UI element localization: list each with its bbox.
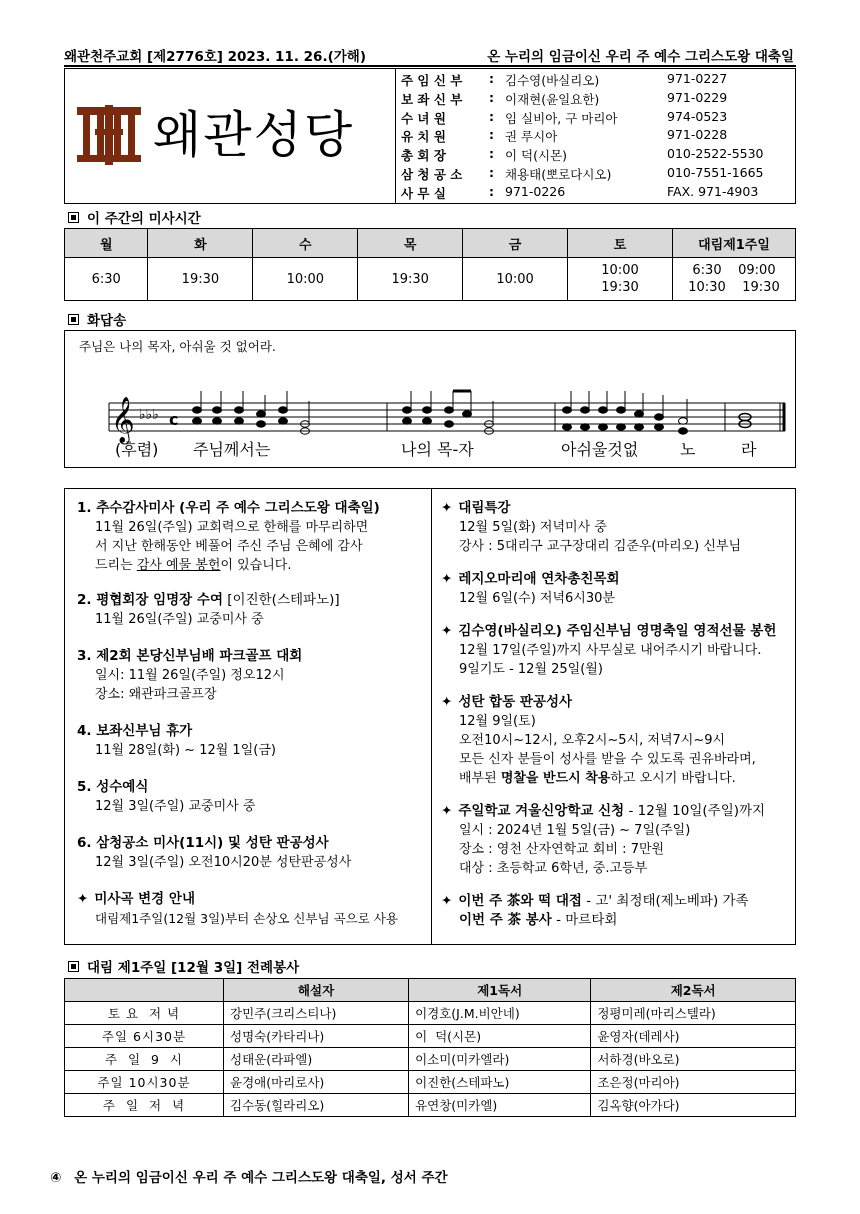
staff-role: 유 치 원 xyxy=(401,129,446,145)
notice-line: 일시: 11월 26일(주일) 정오12시 xyxy=(95,668,285,683)
notice-line: 11월 26일(주일) 교회력으로 한해를 마무리하면 xyxy=(95,520,369,535)
notice-title-extra: - 고' 최정태(제노베파) 가족 xyxy=(581,893,749,909)
notice-title-extra: [이진한(스테파노)] xyxy=(223,592,340,608)
staff-row xyxy=(401,184,791,203)
notice-item xyxy=(77,591,427,629)
staff-role: 삼 청 공 소 xyxy=(401,166,463,182)
diamond-bullet-icon: ✦ xyxy=(441,694,453,710)
notice-line: 강사 : 5대리구 교구장대리 김준우(마리오) 신부님 xyxy=(459,539,742,554)
mass-schedule-title: 이 주간의 미사시간 xyxy=(68,207,201,227)
notice-line: 오전10시~12시, 오후2시~5시, 저녁7시~9시 xyxy=(459,733,726,748)
staff-phone: 971-0227 xyxy=(667,71,728,86)
parish-name: 왜관성당 xyxy=(153,106,355,164)
psalm-text: 주님은 나의 목자, 아쉬울 것 없어라. xyxy=(79,339,276,354)
staff-role: 총 회 장 xyxy=(401,148,446,164)
service-person: 윤경애(마리로사) xyxy=(224,1071,409,1094)
mass-time-cell xyxy=(568,258,673,301)
notice-item xyxy=(77,499,427,575)
service-person: 이진한(스테파노) xyxy=(409,1071,591,1094)
notice-title-text: 김수영(바실리오) 주임신부님 영명축일 영적선물 봉헌 xyxy=(458,623,777,639)
notice-title xyxy=(441,693,791,712)
staff-directory xyxy=(401,71,791,203)
staff-role: 주 임 신 부 xyxy=(401,73,463,88)
staff-phone: 974-0523 xyxy=(667,108,728,124)
bulletin-issue: 왜관천주교회 [제2776호] 2023. 11. 26.(가해) xyxy=(64,49,366,65)
staff-row xyxy=(401,90,791,109)
notice-line: 서 지난 한해동안 베풀어 주신 주님 은혜에 감사 xyxy=(95,539,363,554)
mass-time-cell xyxy=(673,258,796,301)
notice-line: 9일기도 - 12월 25일(월) xyxy=(459,662,603,677)
notice-item xyxy=(441,892,791,930)
notice-title-text: 3. 제2회 본당신부님배 파크골프 대회 xyxy=(77,648,303,664)
service-person: 강민주(크리스티나) xyxy=(224,1002,409,1025)
mass-time: 19:30 xyxy=(601,280,639,295)
service-header: 제1독서 xyxy=(409,979,591,1002)
notice-title-text: 주일학교 겨울신앙학교 신청 xyxy=(458,803,625,819)
notice-title-text: 대림특강 xyxy=(458,500,511,516)
notice-title xyxy=(441,802,791,821)
service-person: 이경호(J.M.비안네) xyxy=(409,1002,591,1025)
staff-phone: 971-0229 xyxy=(667,89,728,105)
notice-item xyxy=(77,778,427,816)
section-bullet-icon xyxy=(68,961,79,972)
notices-box xyxy=(64,488,796,945)
notice-title xyxy=(441,911,791,930)
notice-item xyxy=(77,647,427,704)
staff-name: 971-0226 xyxy=(505,183,566,199)
music-score xyxy=(105,361,805,461)
mass-time-cell xyxy=(358,258,463,301)
notice-title xyxy=(441,570,791,589)
notice-line: 모든 신자 분들이 성사를 받을 수 있도록 권유바라며, xyxy=(459,752,756,767)
service-title: 대림 제1주일 [12월 3일] 전례봉사 xyxy=(68,956,299,976)
service-slot: 주일 6시30분 xyxy=(65,1025,224,1048)
staff-role: 수 녀 원 xyxy=(401,110,446,126)
mass-time: 10:00 xyxy=(286,271,325,287)
staff-colon: : xyxy=(489,183,494,199)
psalm-title: 화답송 xyxy=(68,309,126,329)
staff-name: 채용태(뽀로다시오) xyxy=(505,166,612,182)
notice-title-text: 1. 추수감사미사 (우리 주 예수 그리스도왕 대축일) xyxy=(77,500,380,516)
notice-title xyxy=(441,892,791,911)
service-person: 이소미(미카엘라) xyxy=(409,1048,591,1071)
diamond-bullet-icon: ✦ xyxy=(441,893,453,909)
staff-row xyxy=(401,127,791,146)
mass-time: 10:00 xyxy=(601,263,639,278)
notice-line: 11월 26일(주일) 교중미사 중 xyxy=(95,612,264,627)
notice-line: 대림제1주일(12월 3일)부터 손상오 신부님 곡으로 사용 xyxy=(95,911,398,926)
notice-line: 장소 : 영천 산자연학교 회비 : 7만원 xyxy=(459,842,665,857)
notice-item xyxy=(77,890,427,928)
notice-title-extra: - 마르타회 xyxy=(551,912,618,928)
feast-title: 온 누리의 임금이신 우리 주 예수 그리스도왕 대축일 xyxy=(487,49,794,65)
parish-info-box xyxy=(64,68,796,204)
staff-phone: 010-7551-1665 xyxy=(667,164,764,180)
service-slot: 주 일 9 시 xyxy=(65,1048,224,1071)
notice-title xyxy=(77,647,427,666)
mass-day-header: 화 xyxy=(148,229,253,258)
notice-title-text: 이번 주 茶와 떡 대접 xyxy=(458,893,582,909)
notice-title xyxy=(77,499,427,518)
bulletin-header xyxy=(64,45,796,67)
staff-row xyxy=(401,146,791,165)
mass-time: 6:30 xyxy=(91,271,121,287)
page-footer xyxy=(50,1166,448,1186)
service-person: 서하경(바오로) xyxy=(591,1048,796,1071)
mass-time-cell xyxy=(463,258,568,301)
service-slot: 주 일 저 녁 xyxy=(65,1094,224,1117)
notice-line: 배부된 명찰을 반드시 착용하고 오시기 바랍니다. xyxy=(459,771,736,786)
mass-time: 19:30 xyxy=(181,271,220,287)
treble-clef-icon: 𝄞 xyxy=(111,397,135,443)
staff-row xyxy=(401,165,791,184)
mass-day-header: 토 xyxy=(568,229,673,258)
notice-title xyxy=(77,890,427,909)
notice-item xyxy=(441,570,791,608)
service-person: 유연창(미카엘) xyxy=(409,1094,591,1117)
parish-emblem-icon xyxy=(75,105,143,165)
notice-line: 12월 5일(화) 저녁미사 중 xyxy=(459,520,607,535)
staff-name: 이 덕(시몬) xyxy=(505,148,568,164)
staff-colon: : xyxy=(489,127,494,143)
service-row xyxy=(65,1025,796,1048)
service-row xyxy=(65,1071,796,1094)
notice-item xyxy=(441,499,791,556)
staff-phone: 971-0228 xyxy=(667,127,728,143)
notice-title-extra: - 12월 10일(주일)까지 xyxy=(624,803,766,819)
service-person: 이 덕(시몬) xyxy=(409,1025,591,1048)
notice-title-text: 2. 평협회장 임명장 수여 xyxy=(77,592,223,608)
lyric: 주님께서는 xyxy=(193,440,271,459)
service-person: 윤영자(데레사) xyxy=(591,1025,796,1048)
mass-day-header: 대림제1주일 xyxy=(673,229,796,258)
staff-name: 김수영(바실리오) xyxy=(505,73,600,88)
diamond-bullet-icon: ✦ xyxy=(441,500,453,516)
notice-title xyxy=(441,499,791,518)
notice-line: 12월 6일(수) 저녁6시30분 xyxy=(459,591,615,606)
staff-colon: : xyxy=(489,108,494,124)
diamond-bullet-icon: ✦ xyxy=(441,571,453,587)
svg-text:♭♭♭: ♭♭♭ xyxy=(139,407,159,423)
liturgy-service-table xyxy=(64,978,796,1117)
lyric: 라 xyxy=(741,440,757,459)
diamond-bullet-icon: ✦ xyxy=(441,803,453,819)
staff-row xyxy=(401,109,791,128)
notice-item xyxy=(77,834,427,872)
service-row xyxy=(65,1048,796,1071)
notice-item xyxy=(441,622,791,679)
psalm-box xyxy=(64,330,796,468)
notice-line: 12월 9일(토) xyxy=(459,714,536,729)
notice-title-text: 이번 주 茶 봉사 xyxy=(459,912,552,928)
notice-item xyxy=(441,693,791,788)
mass-time: 19:30 xyxy=(391,271,429,287)
underlined-text: 감사 예물 봉헌 xyxy=(136,558,221,573)
notice-title-text: 미사곡 변경 안내 xyxy=(94,891,195,907)
notices-left-column xyxy=(77,499,427,946)
service-row xyxy=(65,1002,796,1025)
notice-title xyxy=(77,778,427,797)
service-row xyxy=(65,1094,796,1117)
notice-line: 12월 17일(주일)까지 사무실로 내어주시기 바랍니다. xyxy=(459,643,762,658)
staff-colon: : xyxy=(489,89,494,105)
notice-title-text: 성탄 합동 판공성사 xyxy=(458,694,573,710)
emphasis-text: 명찰을 반드시 착용 xyxy=(500,771,611,786)
mass-day-header: 수 xyxy=(253,229,358,258)
service-person: 조은정(마리아) xyxy=(591,1071,796,1094)
mass-time-cell xyxy=(65,258,148,301)
staff-role: 보 좌 신 부 xyxy=(401,91,463,107)
mass-day-header: 금 xyxy=(463,229,568,258)
notice-item xyxy=(77,722,427,760)
service-slot: 주일 10시30분 xyxy=(65,1071,224,1094)
notice-title xyxy=(77,722,427,741)
mass-day-header: 월 xyxy=(65,229,148,258)
service-header: 해설자 xyxy=(224,979,409,1002)
notice-title xyxy=(77,591,427,610)
parish-logo xyxy=(65,69,396,203)
notice-item xyxy=(441,802,791,878)
notices-right-column xyxy=(441,499,791,944)
column-divider xyxy=(431,489,432,944)
service-person: 정평미레(마리스텔라) xyxy=(591,1002,796,1025)
notice-line: 대상 : 초등학교 6학년, 중.고등부 xyxy=(459,861,648,876)
lyric: 노 xyxy=(680,440,696,459)
mass-time: 10:30 19:30 xyxy=(688,280,780,295)
notice-line: 일시 : 2024년 1월 5일(금) ~ 7일(주일) xyxy=(459,823,691,838)
staff-colon: : xyxy=(489,146,494,162)
staff-name: 임 실비아, 구 마리아 xyxy=(505,110,618,126)
notice-line: 12월 3일(주일) 교중미사 중 xyxy=(95,799,256,814)
service-header: 제2독서 xyxy=(591,979,796,1002)
lyric: 나의 목-자 xyxy=(401,440,474,459)
staff-phone: FAX. 971-4903 xyxy=(667,183,759,199)
service-person: 성태운(라파엘) xyxy=(224,1048,409,1071)
service-slot: 토 요 저 녁 xyxy=(65,1002,224,1025)
page-number: ④ xyxy=(50,1170,62,1186)
mass-time-cell xyxy=(148,258,253,301)
mass-time: 6:30 09:00 xyxy=(692,263,776,278)
staff-colon: : xyxy=(489,164,494,180)
notice-title xyxy=(441,622,791,641)
notice-title-text: 6. 삼청공소 미사(11시) 및 성탄 판공성사 xyxy=(77,835,329,851)
service-person: 성명숙(카타리나) xyxy=(224,1025,409,1048)
mass-time: 10:00 xyxy=(496,271,534,287)
staff-row xyxy=(401,71,791,90)
diamond-bullet-icon: ✦ xyxy=(77,891,89,907)
notice-title-text: 레지오마리애 연차총친목회 xyxy=(458,571,620,587)
notice-title xyxy=(77,834,427,853)
notice-line: 드리는 감사 예물 봉헌이 있습니다. xyxy=(95,558,292,573)
notice-line: 11월 28일(화) ~ 12월 1일(금) xyxy=(95,743,276,758)
service-header-row xyxy=(65,979,796,1002)
service-person: 김수동(힐라리오) xyxy=(224,1094,409,1117)
notice-title-text: 4. 보좌신부님 휴가 xyxy=(77,723,193,739)
staff-colon: : xyxy=(489,71,494,86)
service-person: 김옥향(아가다) xyxy=(591,1094,796,1117)
mass-day-header: 목 xyxy=(358,229,463,258)
staff-name: 권 루시아 xyxy=(505,129,558,145)
mass-time-cell xyxy=(253,258,358,301)
lyric: 아쉬울것없 xyxy=(561,440,639,459)
svg-text:c: c xyxy=(169,410,179,429)
footer-text: 온 누리의 임금이신 우리 주 예수 그리스도왕 대축일, 성서 주간 xyxy=(74,1170,448,1186)
section-bullet-icon xyxy=(68,212,79,223)
notice-line: 12월 3일(주일) 오전10시20분 성탄판공성사 xyxy=(95,855,352,870)
diamond-bullet-icon: ✦ xyxy=(441,623,453,639)
service-header xyxy=(65,979,224,1002)
lyric: (후렴) xyxy=(115,440,159,459)
section-bullet-icon xyxy=(68,314,79,325)
mass-schedule-table xyxy=(64,228,796,301)
notice-title-text: 5. 성수예식 xyxy=(77,779,149,795)
staff-role: 사 무 실 xyxy=(401,185,446,201)
staff-name: 이재현(윤일요한) xyxy=(505,91,600,107)
notice-line: 장소: 왜관파크골프장 xyxy=(95,687,217,702)
staff-phone: 010-2522-5530 xyxy=(667,146,764,162)
